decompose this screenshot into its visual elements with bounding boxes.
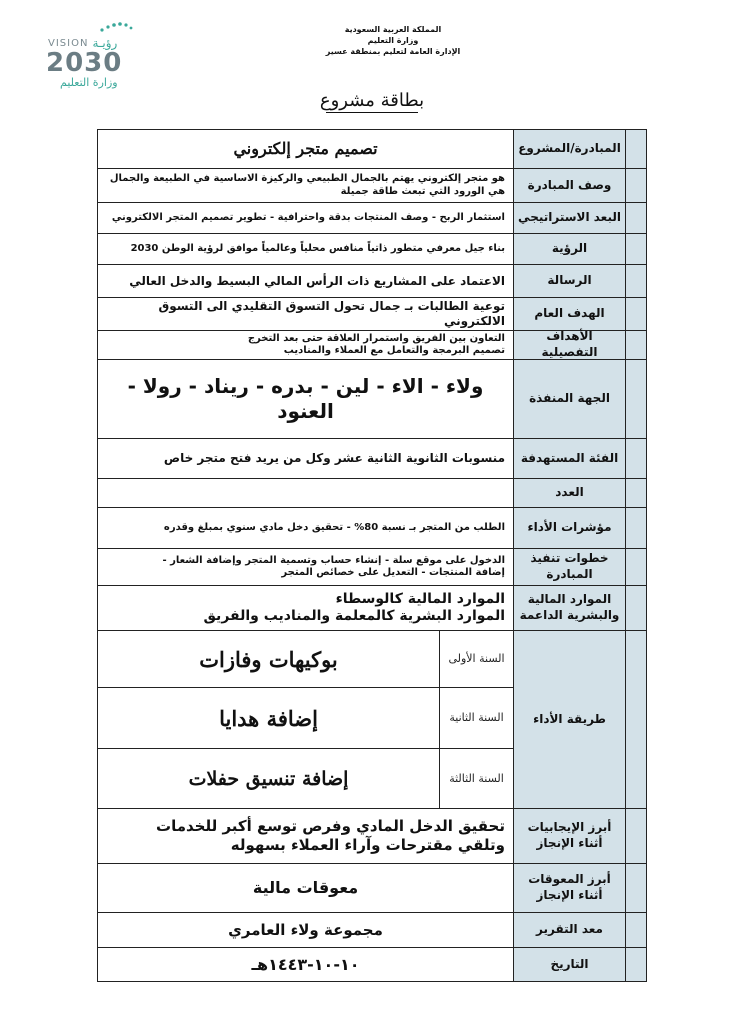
method-year-3 <box>98 749 513 808</box>
row-count <box>97 478 647 508</box>
header-line-directorate: الإدارة العامة لتعليم بمنطقة عسير <box>325 47 461 56</box>
year-label: السنة الثالثة <box>439 749 513 808</box>
row-target <box>97 438 647 479</box>
row-executor <box>97 359 647 439</box>
positives-line-2: وتلقي مقترحات وآراء العملاء بسهوله <box>230 836 505 854</box>
row-indicators <box>97 507 647 549</box>
row-value: معوقات مالية <box>252 878 359 897</box>
row-label: الرسالة <box>513 265 625 297</box>
logo-vision-text: VISION <box>48 37 89 49</box>
row-vision <box>97 233 647 265</box>
row-value <box>98 479 513 507</box>
year-label: السنة الثانية <box>439 688 513 748</box>
year-value: بوكيهات وفازات <box>199 646 338 672</box>
row-detailed-goals <box>97 330 647 360</box>
row-obstacles <box>97 863 647 913</box>
row-reporter <box>97 912 647 948</box>
row-value: منسوبات الثانوية الثانية عشر وكل من يريد فتح متجر خاص <box>163 451 505 465</box>
row-date <box>97 947 647 982</box>
row-positives <box>97 808 647 864</box>
detailed-goal-line-2: تصميم البرمجة والتعامل مع العملاء والمناديب <box>283 345 505 356</box>
header-line-kingdom: المملكة العربية السعودية <box>344 25 442 34</box>
row-value: استثمار الربح - وصف المنتجات بدقة واحترافية - تطوير تصميم المتجر الالكتروني <box>111 211 505 223</box>
card-title: بطاقة مشروع <box>312 90 432 111</box>
row-value: مجموعة ولاء العامري <box>228 920 383 939</box>
row-value <box>98 809 513 863</box>
row-label: الموارد المالية والبشرية الداعمة <box>513 586 625 630</box>
row-value: تصميم متجر إلكتروني <box>233 139 378 158</box>
row-label: أبرز الإيجابيات أثناء الإنجاز <box>513 809 625 863</box>
row-strategic <box>97 202 647 234</box>
method-year-2 <box>98 688 513 749</box>
logo-ruya-text: رؤيـة <box>92 36 118 50</box>
project-card-table <box>97 129 647 982</box>
year-value: إضافة هدايا <box>219 705 318 731</box>
row-value: ١٠-١٠-١٤٤٣هـ <box>251 954 360 974</box>
row-label: خطوات تنفيذ المبادرة <box>513 549 625 585</box>
row-label: الأهداف التفصيلية <box>513 331 625 359</box>
row-label: المبادرة/المشروع <box>513 130 625 168</box>
positives-line-1: تحقيق الدخل المادي وفرص توسع أكبر للخدمات <box>156 817 505 836</box>
logo-ministry-text: وزارة التعليم <box>60 76 118 89</box>
row-label: طريقة الأداء <box>513 631 625 808</box>
row-value: توعية الطالبات بـ جمال تحول التسوق التقليدي الى التسوق الالكتروني <box>158 299 505 328</box>
row-value: الاعتماد على المشاريع ذات الرأس المالي البسيط والدخل العالي <box>129 273 505 288</box>
year-label: السنة الأولى <box>439 631 513 687</box>
row-value: ولاء - الاء - لين - بدره - ريناد - رولا - العنود <box>127 374 484 423</box>
row-value <box>98 586 513 630</box>
steps-line-2: إضافة المنتجات - التعديل على خصائص المتجر <box>281 567 505 578</box>
row-label: الجهة المنفذة <box>513 360 625 438</box>
method-years <box>98 631 513 808</box>
row-value: بناء جيل معرفي متطور ذاتياً منافس محلياً وعالمياً موافق لرؤية الوطن 2030 <box>130 242 505 254</box>
row-general-goal <box>97 297 647 331</box>
steps-line-1: الدخول على موقع سلة - إنشاء حساب وتسمية المتجر وإضافة الشعار - <box>162 554 505 566</box>
row-method <box>97 630 647 809</box>
row-value: هو متجر إلكتروني يهتم بالجمال الطبيعي والركيزة الاساسية في الطبيعة والجمال هي الورود التي تبعث طاقة جميلة <box>109 173 505 197</box>
header-line-ministry: وزارة التعليم <box>367 36 419 45</box>
method-year-1 <box>98 631 513 688</box>
logo-dots-icon <box>96 20 136 34</box>
year-value: إضافة تنسيق حفلات <box>188 767 349 790</box>
row-value <box>98 549 513 585</box>
resources-line-2: الموارد البشرية كالمعلمة والمناديب والفريق <box>203 608 505 624</box>
row-label: التاريخ <box>513 948 625 981</box>
row-label: وصف المبادرة <box>513 169 625 202</box>
row-label: أبرز المعوقات أثناء الإنجاز <box>513 864 625 912</box>
row-label: الهدف العام <box>513 298 625 330</box>
resources-line-1: الموارد المالية كالوسطاء <box>335 590 505 607</box>
row-label: مؤشرات الأداء <box>513 508 625 548</box>
row-label: البعد الاستراتيجي <box>513 203 625 233</box>
row-initiative <box>97 129 647 169</box>
row-mission <box>97 264 647 298</box>
logo-year: 2030 <box>46 48 123 78</box>
document-header <box>318 24 468 57</box>
row-steps <box>97 548 647 586</box>
row-label: الرؤية <box>513 234 625 264</box>
row-description <box>97 168 647 203</box>
row-resources <box>97 585 647 631</box>
row-label: معد التقرير <box>513 913 625 947</box>
row-label: الفئة المستهدفة <box>513 439 625 478</box>
vision-2030-logo <box>40 20 150 89</box>
detailed-goal-line-1: التعاون بين الفريق واستمرار العلاقة حتى بعد التخرج <box>247 332 505 344</box>
row-value <box>98 331 513 359</box>
row-label: العدد <box>513 479 625 507</box>
row-value: الطلب من المتجر بـ نسبة 80% - تحقيق دخل مادي سنوي بمبلغ وقدره <box>163 521 505 533</box>
